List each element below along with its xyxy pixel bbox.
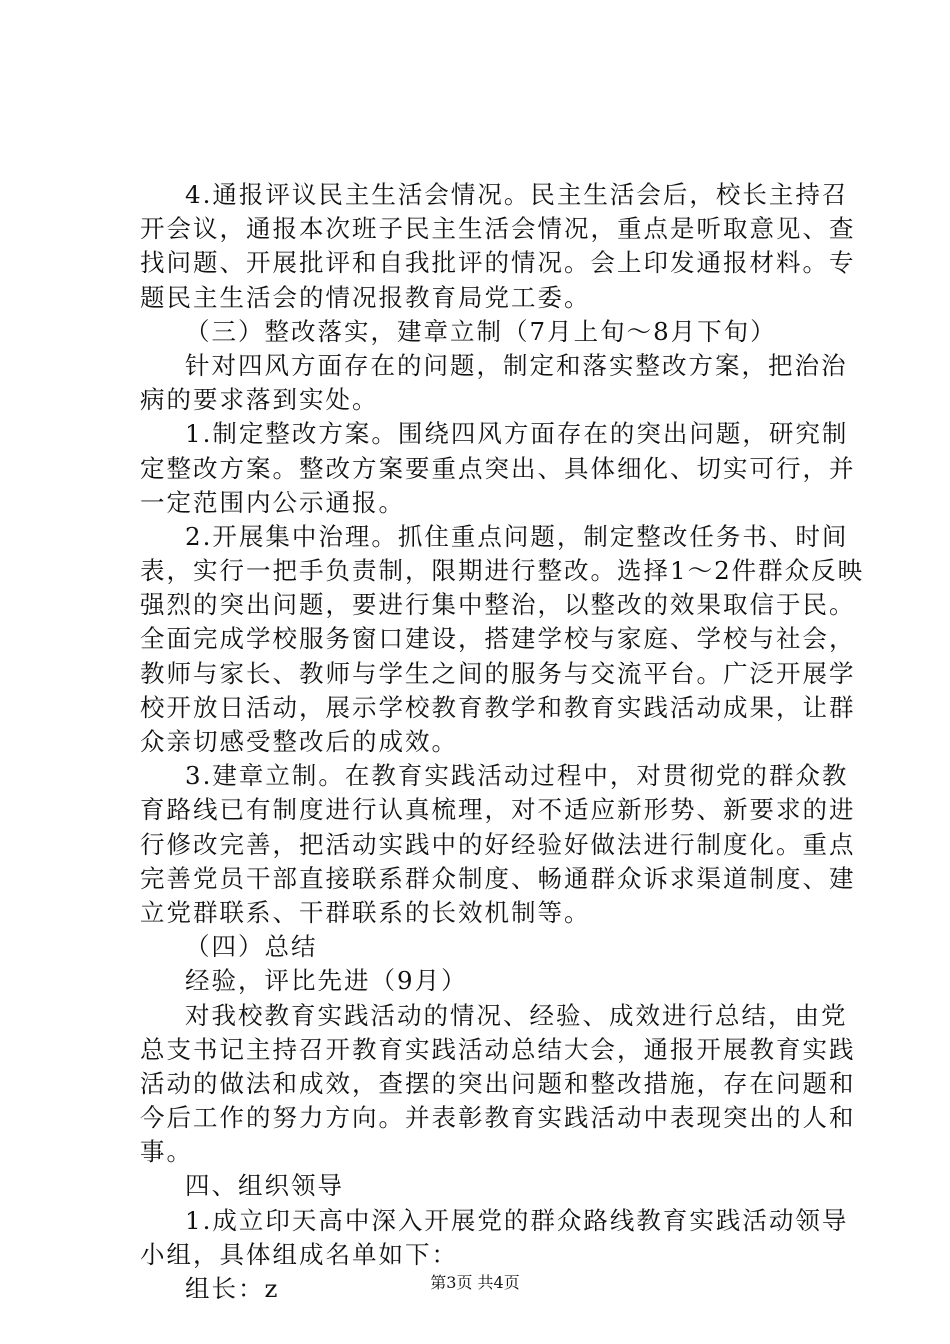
text-line: 强烈的突出问题，要进行集中整治，以整改的效果取信于民。 — [140, 590, 856, 620]
text-line: 一定范围内公示通报。 — [140, 487, 405, 517]
text-line: 立党群联系、干群联系的长效机制等。 — [140, 897, 591, 927]
text-line: 总支书记主持召开教育实践活动总结大会，通报开展教育实践 — [140, 1034, 856, 1064]
section-heading: 四、组织领导 — [185, 1171, 344, 1201]
section-heading: （四）总结 — [185, 932, 318, 962]
text-line: 2.开展集中治理。抓住重点问题，制定整改任务书、时间 — [185, 521, 849, 551]
text-line: 开会议，通报本次班子民主生活会情况，重点是听取意见、查 — [140, 214, 856, 244]
text-line: 1.成立印天高中深入开展党的群众路线教育实践活动领导 — [185, 1205, 849, 1235]
text-line: 对我校教育实践活动的情况、经验、成效进行总结，由党 — [185, 1000, 848, 1030]
text-line: 定整改方案。整改方案要重点突出、具体细化、切实可行，并 — [140, 453, 856, 483]
document-body — [140, 178, 865, 1306]
text-line: 找问题、开展批评和自我批评的情况。会上印发通报材料。专 — [140, 248, 856, 278]
text-line: 行修改完善，把活动实践中的好经验好做法进行制度化。重点 — [140, 829, 856, 859]
text-line: 表，实行一把手负责制，限期进行整改。选择1～2件群众反映 — [140, 556, 865, 586]
text-line: 1.制定整改方案。围绕四风方面存在的突出问题，研究制 — [185, 419, 849, 449]
text-line: 病的要求落到实处。 — [140, 385, 379, 415]
text-line: 众亲切感受整改后的成效。 — [140, 727, 458, 756]
text-line: 3.建章立制。在教育实践活动过程中，对贯彻党的群众教 — [185, 761, 849, 791]
text-line: 全面完成学校服务窗口建设，搭建学校与家庭、学校与社会， — [140, 624, 856, 654]
text-line: 活动的做法和成效，查摆的突出问题和整改措施，存在问题和 — [140, 1068, 856, 1098]
text-line: 小组，具体组成名单如下： — [140, 1239, 458, 1269]
text-line: 校开放日活动，展示学校教育教学和教育实践活动成果，让群 — [140, 692, 856, 722]
text-line: 事。 — [140, 1137, 193, 1167]
text-line: 教师与家长、教师与学生之间的服务与交流平台。广泛开展学 — [140, 658, 856, 688]
text-line: 组长：z — [185, 1274, 280, 1303]
text-line: 4.通报评议民主生活会情况。民主生活会后，校长主持召 — [185, 180, 849, 209]
section-heading: （三）整改落实，建章立制（7月上旬～8月下旬） — [185, 316, 777, 346]
text-line: 今后工作的努力方向。并表彰教育实践活动中表现突出的人和 — [140, 1103, 856, 1133]
text-line: 经验，评比先进（9月） — [185, 966, 468, 996]
text-line: 育路线已有制度进行认真梳理，对不适应新形势、新要求的进 — [140, 795, 856, 825]
page-number-footer: 第3页 共4页 — [430, 1273, 520, 1292]
text-line: 完善党员干部直接联系群众制度、畅通群众诉求渠道制度、建 — [140, 863, 856, 893]
text-line: 题民主生活会的情况报教育局党工委。 — [140, 282, 591, 312]
text-line: 针对四风方面存在的问题，制定和落实整改方案，把治治 — [185, 350, 848, 380]
